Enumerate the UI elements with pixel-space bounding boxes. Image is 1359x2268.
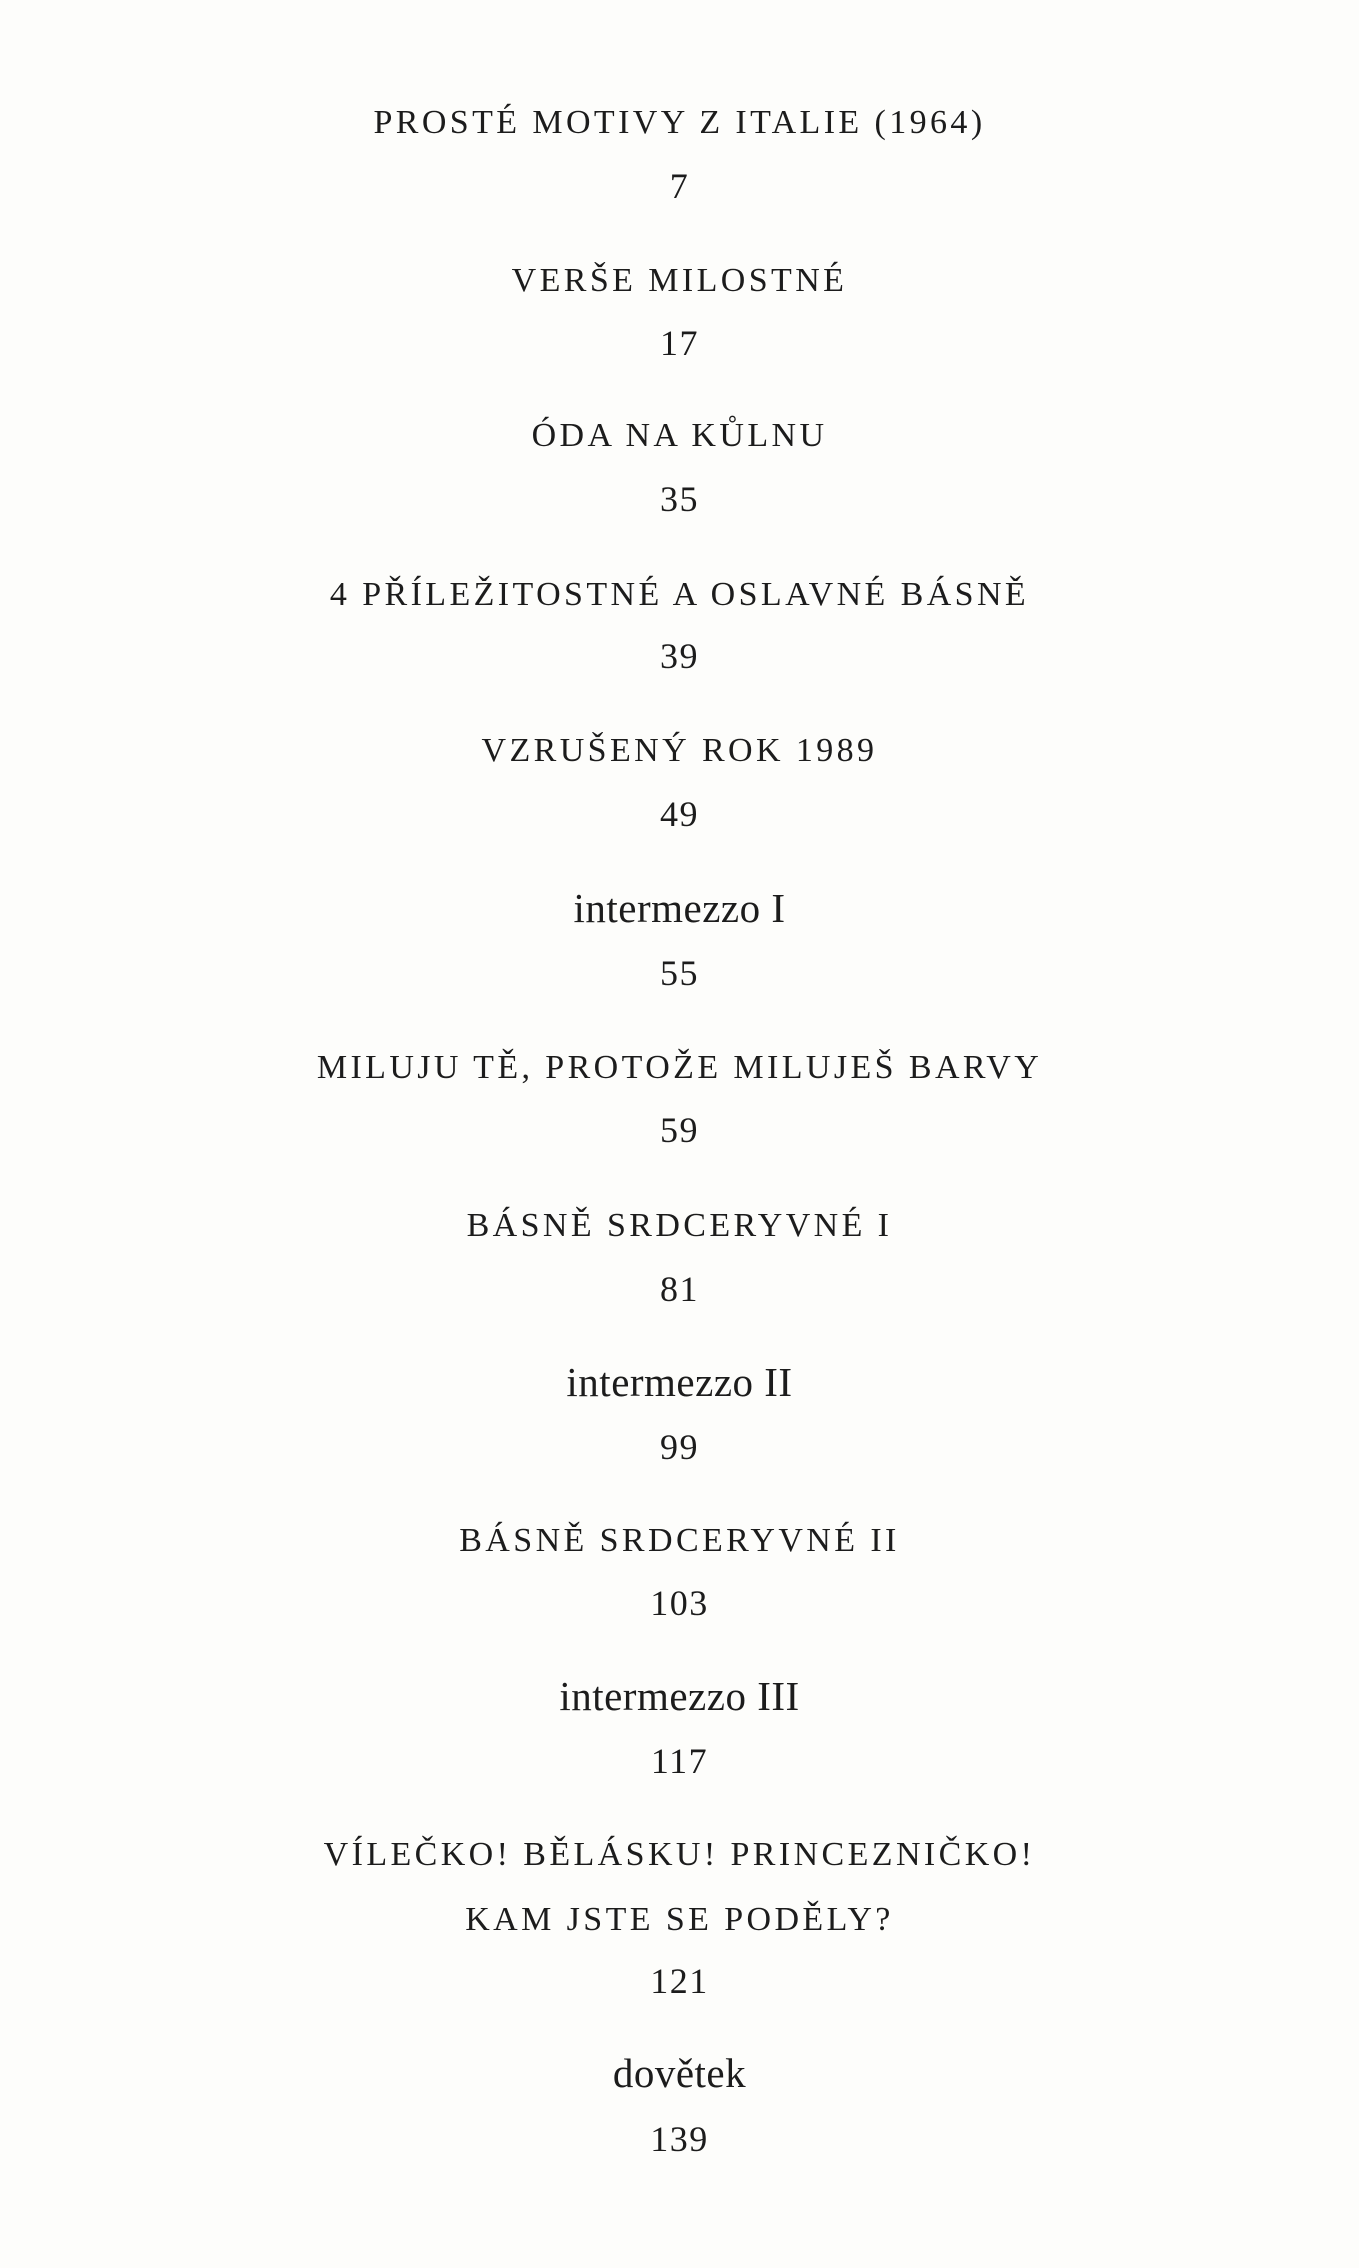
toc-entry-title: VERŠE MILOSTNÉ: [511, 262, 848, 299]
toc-entry-page-number: 59: [660, 1110, 699, 1150]
toc-entry-title: BÁSNĚ SRDCERYVNÉ II: [459, 1522, 900, 1559]
toc-entry-page-number: 49: [660, 794, 699, 834]
toc-entry-title: VÍLEČKO! BĚLÁSKU! PRINCEZNIČKO!: [323, 1836, 1036, 1873]
toc-entry-page-number: 17: [660, 323, 699, 363]
toc-entry-page-number: 99: [660, 1427, 699, 1467]
toc-entry-page-number: 39: [660, 636, 699, 676]
toc-entry-title: dovětek: [612, 2050, 747, 2096]
toc-entry-page-number: 103: [650, 1583, 709, 1623]
toc-entry-page-number: 7: [669, 166, 690, 206]
toc-entry-title: PROSTÉ MOTIVY Z ITALIE (1964): [373, 104, 986, 141]
toc-entry-title: intermezzo III: [559, 1673, 800, 1719]
toc-entry-title: 4 PŘÍLEŽITOSTNÉ A OSLAVNÉ BÁSNĚ: [329, 576, 1030, 613]
toc-entry-title: intermezzo II: [566, 1359, 793, 1405]
toc-entry-page-number: 121: [650, 1961, 709, 2001]
toc-entry-page-number: 55: [660, 953, 699, 993]
toc-entry-page-number: 117: [650, 1741, 709, 1781]
toc-entry-title: VZRUŠENÝ ROK 1989: [481, 732, 878, 769]
toc-entry-title: intermezzo I: [573, 885, 786, 931]
toc-entry-page-number: 35: [660, 479, 699, 519]
toc-entry-page-number: 81: [660, 1269, 699, 1309]
toc-entry-title-continued: KAM JSTE SE PODĚLY?: [465, 1901, 894, 1938]
toc-entry-title: BÁSNĚ SRDCERYVNÉ I: [466, 1207, 893, 1244]
toc-entry-title: MILUJU TĚ, PROTOŽE MILUJEŠ BARVY: [316, 1049, 1043, 1086]
toc-entry-page-number: 139: [650, 2119, 709, 2159]
toc-entry-title: ÓDA NA KŮLNU: [531, 417, 828, 454]
